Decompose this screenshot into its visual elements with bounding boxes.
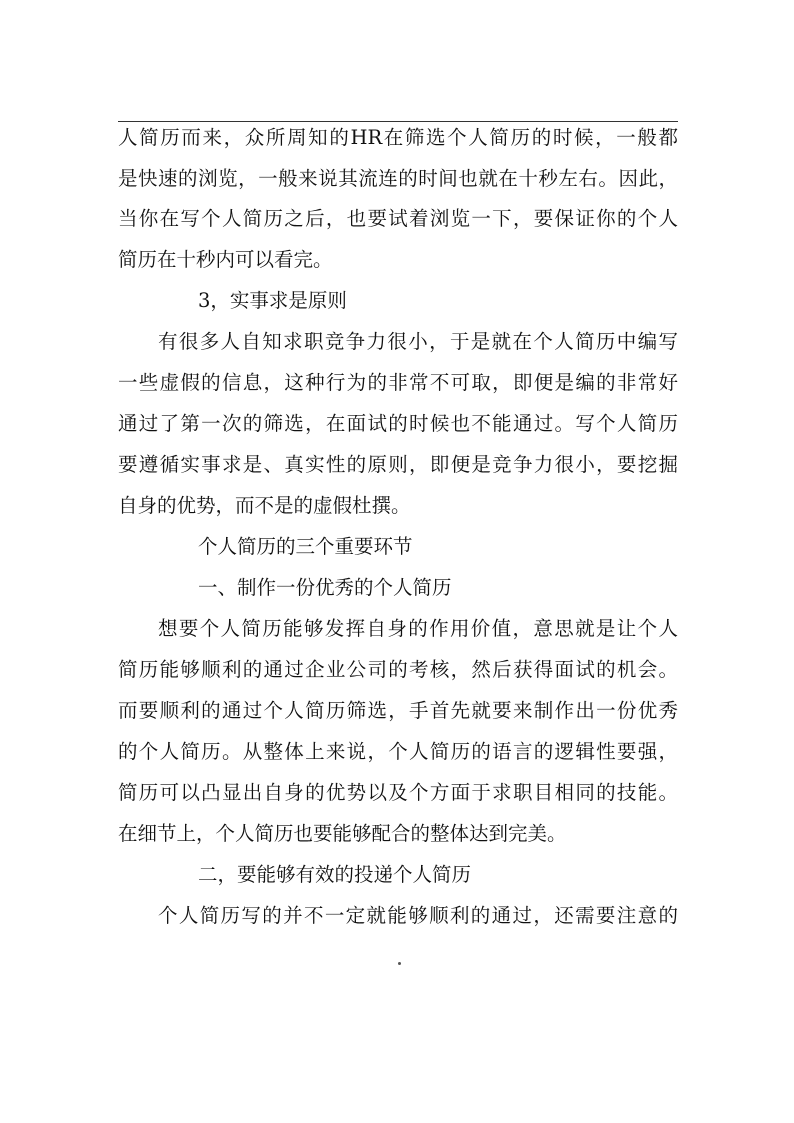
header-rule (118, 121, 678, 122)
section-heading-step-one: 一、制作一份优秀的个人简历 (198, 576, 452, 599)
footer-dot (398, 962, 401, 965)
body-line-10: 自身的优势，而不是的虚假杜撰。 (118, 494, 411, 517)
section-heading-step-two: 二，要能够有效的投递个人简历 (198, 863, 472, 886)
section-heading-three-steps: 个人简历的三个重要环节 (198, 535, 413, 558)
paragraph-first-line: 个人简历写的并不一定就能够顺利的通过，还需要注意的 (158, 904, 678, 927)
body-line-15: 而要顺利的通过个人简历筛选，手首先就要来制作出一份优秀 (118, 699, 678, 722)
body-line-9: 要遵循实事求是、真实性的原则，即便是竞争力很小，要挖掘 (118, 453, 678, 476)
body-line-7: 一些虚假的信息，这种行为的非常不可取，即便是编的非常好 (118, 371, 678, 394)
body-line-1: 人简历而来，众所周知的HR在筛选个人简历的时候，一般都 (118, 126, 678, 149)
section-heading-principle: 3，实事求是原则 (198, 289, 347, 312)
body-line-8: 通过了第一次的筛选，在面试的时候也不能通过。写个人简历 (118, 412, 678, 435)
body-line-3: 当你在写个人简历之后，也要试着浏览一下，要保证你的个人 (118, 207, 678, 230)
paragraph-first-line: 有很多人自知求职竞争力很小，于是就在个人简历中编写 (158, 330, 678, 353)
body-line-18: 在细节上，个人简历也要能够配合的整体达到完美。 (118, 822, 567, 845)
body-line-14: 简历能够顺利的通过企业公司的考核，然后获得面试的机会。 (118, 658, 678, 681)
body-line-16: 的个人简历。从整体上来说，个人简历的语言的逻辑性要强， (118, 740, 678, 763)
paragraph-first-line: 想要个人简历能够发挥自身的作用价值，意思就是让个人 (158, 617, 678, 640)
body-line-2: 是快速的浏览，一般来说其流连的时间也就在十秒左右。因此， (118, 167, 678, 190)
body-line-4: 简历在十秒内可以看完。 (118, 248, 333, 271)
body-line-17: 简历可以凸显出自身的优势以及个方面于求职目相同的技能。 (118, 781, 678, 804)
